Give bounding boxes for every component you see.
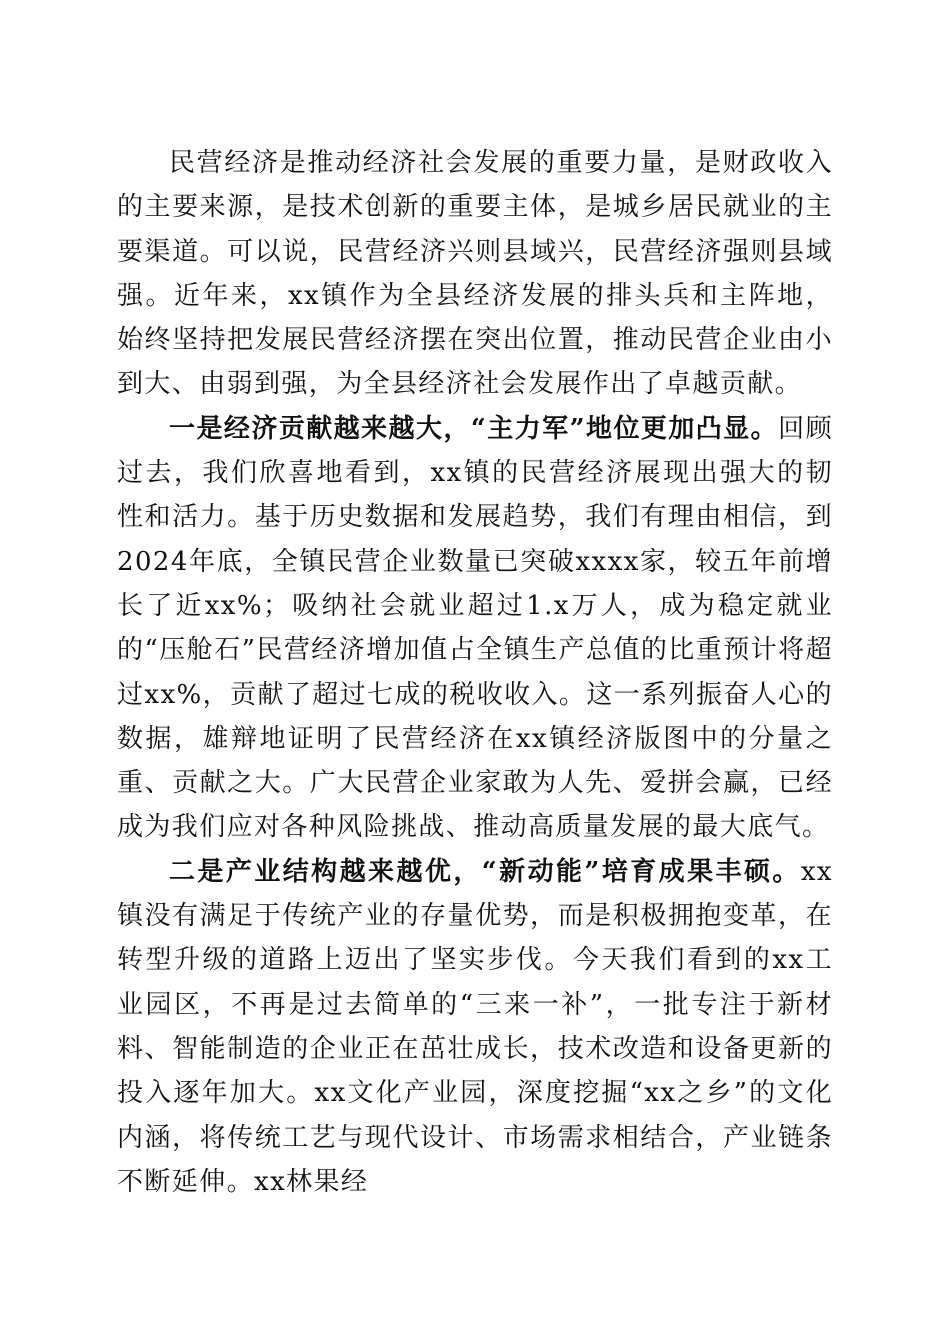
paragraph-economic-contribution	[117, 407, 833, 850]
paragraph-intro	[117, 141, 833, 407]
paragraph-industrial-structure	[117, 850, 833, 1204]
paragraph-lead: 一是经济贡献越来越大，“主力军”地位更加凸显。	[169, 413, 779, 444]
paragraph-lead: 二是产业结构越来越优，“新动能”培育成果丰硕。	[169, 856, 801, 887]
paragraph-text: xx镇没有满足于传统产业的存量优势，而是积极拥抱变革，在转型升级的道路上迈出了坚实步伐。今天我们看到的xx工业园区，不再是过去简单的“三来一补”，一批专注于新材料、智能制造的企业正在茁壮成长，技术改造和设备更新的投入逐年加大。xx文化产业园，深度挖掘“xx之乡”的文化内涵，将传统工艺与现代设计、市场需求相结合，产业链条不断延伸。xx林果经	[117, 856, 833, 1197]
document-body	[117, 141, 833, 1204]
paragraph-text: 回顾过去，我们欣喜地看到，xx镇的民营经济展现出强大的韧性和活力。基于历史数据和发展趋势，我们有理由相信，到2024年底，全镇民营企业数量已突破xxxx家，较五年前增长了近xx%；吸纳社会就业超过1.x万人，成为稳定就业的“压舱石”民营经济增加值占全镇生产总值的比重预计将超过xx%，贡献了超过七成的税收收入。这一系列振奋人心的数据，雄辩地证明了民营经济在xx镇经济版图中的分量之重、贡献之大。广大民营企业家敢为人先、爱拼会赢，已经成为我们应对各种风险挑战、推动高质量发展的最大底气。	[117, 413, 833, 843]
paragraph-text: 民营经济是推动经济社会发展的重要力量，是财政收入的主要来源，是技术创新的重要主体，是城乡居民就业的主要渠道。可以说，民营经济兴则县域兴，民营经济强则县域强。近年来，xx镇作为全县经济发展的排头兵和主阵地，始终坚持把发展民营经济摆在突出位置，推动民营企业由小到大、由弱到强，为全县经济社会发展作出了卓越贡献。	[117, 148, 833, 400]
